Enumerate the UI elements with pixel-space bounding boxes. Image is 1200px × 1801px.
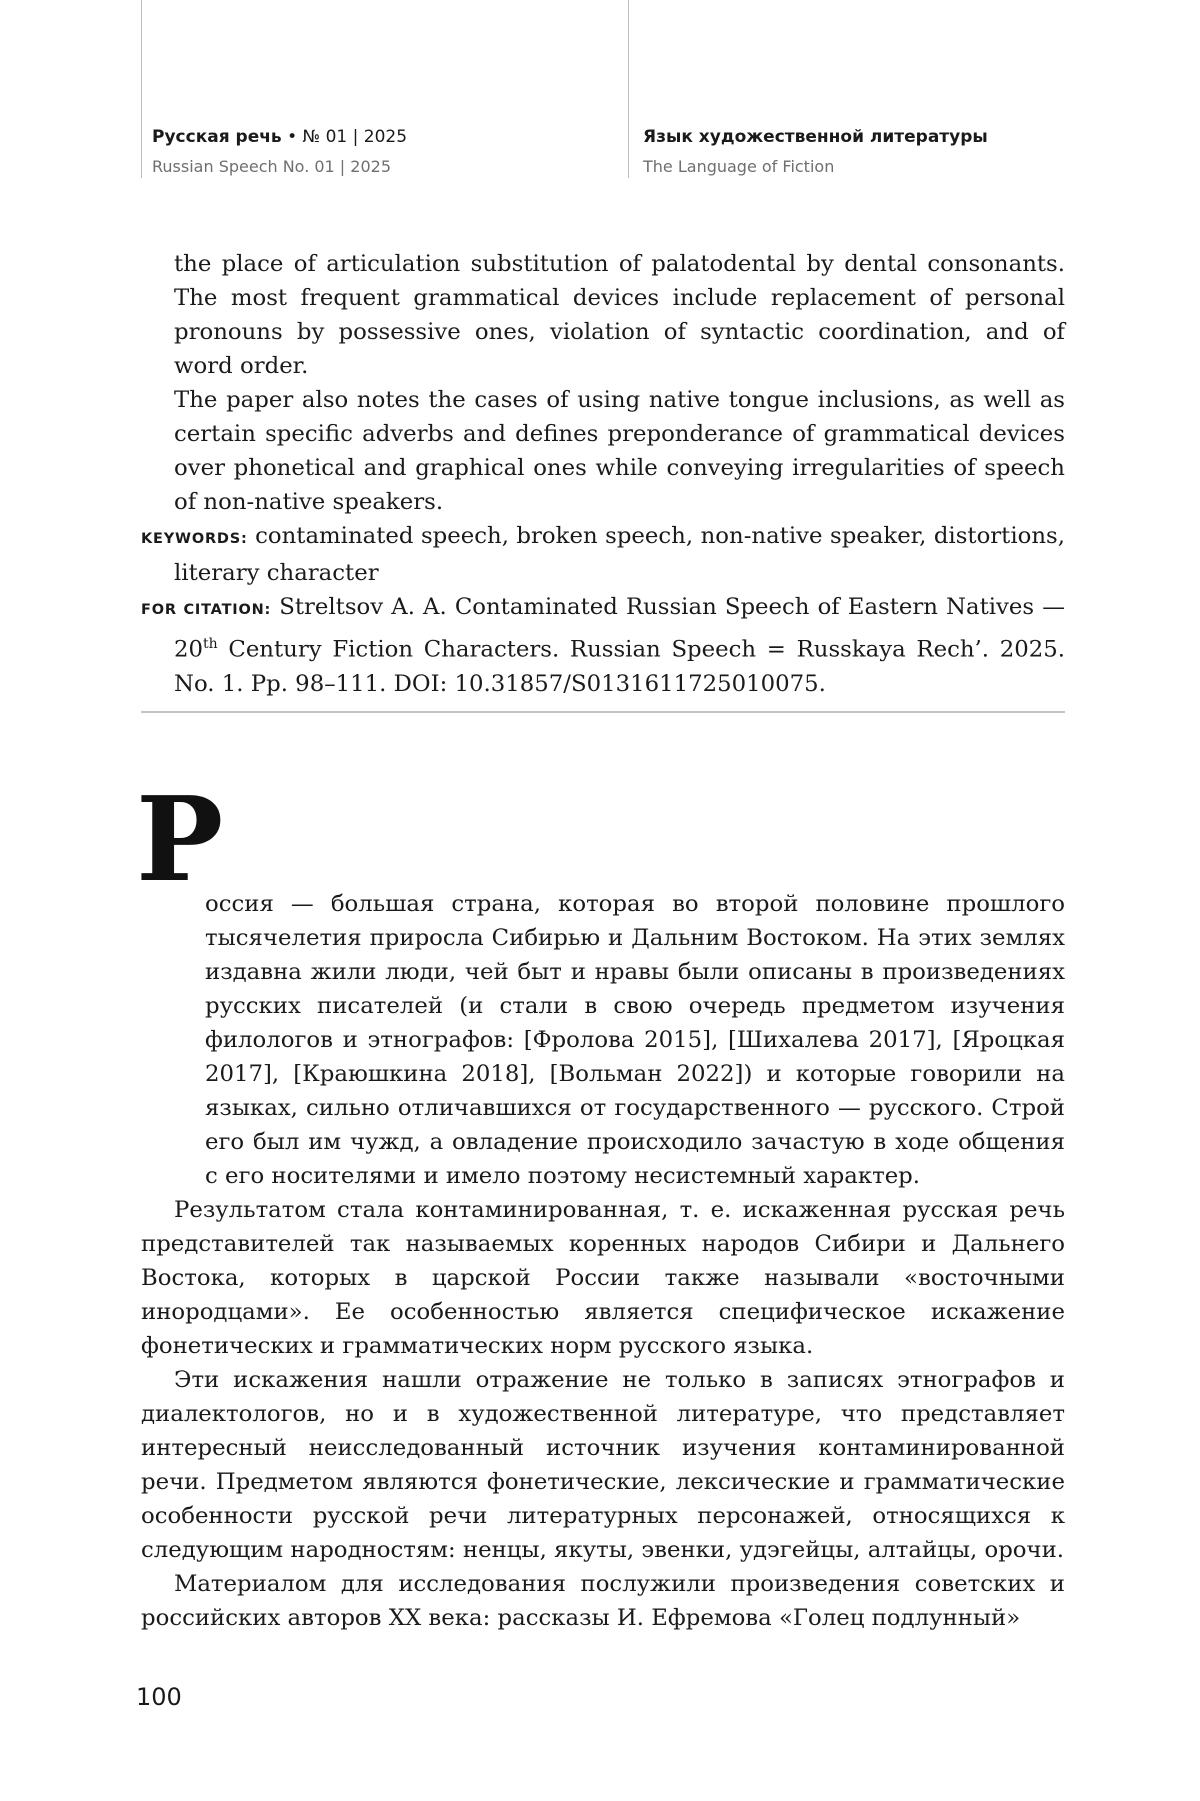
drop-cap: Р [136,772,224,908]
abstract-block [141,247,1065,701]
body-paragraph: оссия — большая страна, которая во второй половине прошлого тысячелетия приросла Сибирью и Дальним Востоком. На этих землях издавна жили люди, чей быт и нравы были описаны в произведениях русских писателей (и стали в свою очередь предметом изучения филологов и этнографов: [Фролова 2015], [Шихалева 2017], [Яроцкая 2017], [Краюшкина 2018], [Вольман 2022]) и которые говорили на языках, сильно отличавшихся от государственного — русского. Строй его был им чужд, а овладение происходило зачастую в ходе общения с его носителями и имело поэтому несистемный характер. [205,891,1065,1189]
journal-title-en: Russian Speech No. 01 | 2025 [152,157,391,176]
journal-header [152,124,407,180]
journal-title-ru: Русская речь • № 01 | 2025 [152,127,408,147]
citation-label: FOR CITATION: [141,602,272,618]
section-header [643,124,988,180]
page-number: 100 [136,1683,182,1711]
header-divider-left [141,0,142,178]
abstract-divider [141,711,1065,713]
body-paragraph: Эти искажения нашли отражение не только в записях этнографов и диалектологов, но и в художественной литературе, что представляет интересный неисследованный источник изучения контаминированной речи. Предметом являются фонетические, лексические и грамматические особенности русской речи литературных персонажей, относящихся к следующим народностям: ненцы, якуты, эвенки, удэгейцы, алтайцы, орочи. [141,1367,1065,1563]
keywords-label: KEYWORDS: [141,531,248,547]
body-paragraph: Материалом для исследования послужили произведения советских и российских авторов XX века: рассказы И. Ефремова «Голец подлунный» [141,1571,1065,1631]
citation: FOR CITATION: Streltsov A. A. Contaminated Russian Speech of Eastern Natives — 20th Century Fiction Characters. Russian Speech = Russkaya Rech’. 2025. No. 1. Pp. 98–111. DOI: 10.31857/S0131611725010075. [141,594,1066,697]
article-body [141,887,1065,1635]
body-paragraph: Результатом стала контаминированная, т. е. искаженная русская речь представителей так называемых коренных народов Сибири и Дальнего Востока, которых в царской России также называли «восточными инородцами». Ее особенностью является специфическое искажение фонетических и грамматических норм русского языка. [141,1197,1065,1359]
abstract-paragraph: the place of articulation substitution of palatodental by dental consonants. The most frequent grammatical devices include replacement of personal pronouns by possessive ones, violation of syntactic coordination, and of word order. [174,251,1065,379]
abstract-paragraph: The paper also notes the cases of using native tongue inclusions, as well as certain specific adverbs and defines preponderance of grammatical devices over phonetical and graphical ones while conveying irregularities of speech of non-native speakers. [174,387,1065,515]
keywords [141,519,1065,590]
keywords-text: contaminated speech, broken speech, non-native speaker, distortions, literary character [174,523,1065,586]
section-title-ru: Язык художественной литературы [643,127,988,147]
section-title-en: The Language of Fiction [643,157,835,176]
header-divider-middle [628,0,629,178]
